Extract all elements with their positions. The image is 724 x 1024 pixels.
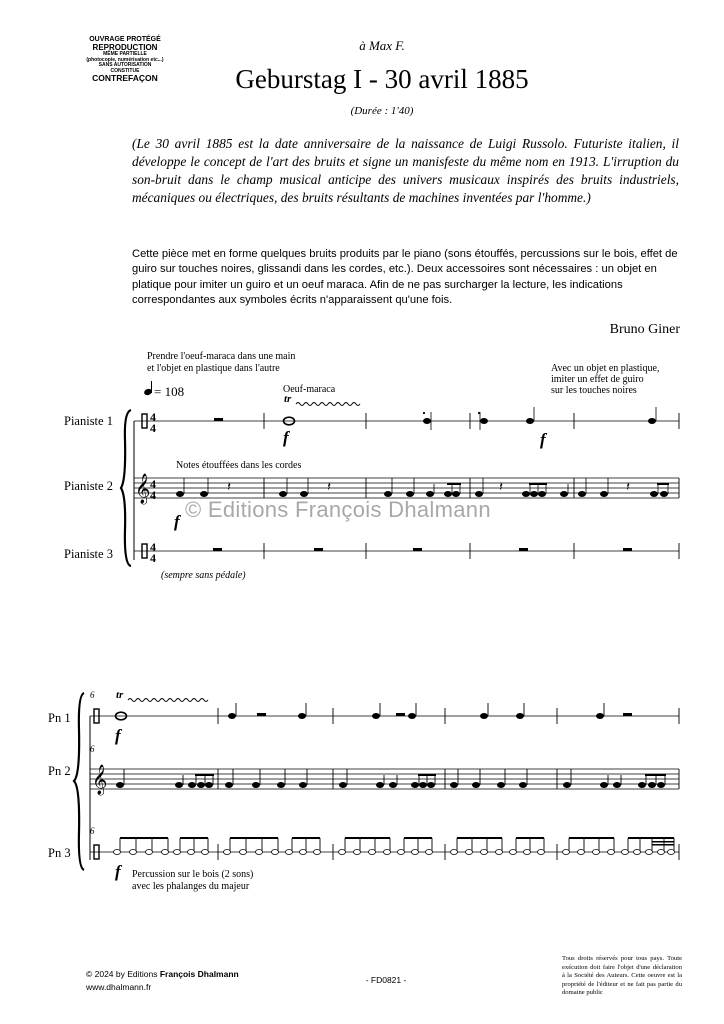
svg-text:4: 4 [150,551,156,565]
trill-mark: tr [284,393,292,405]
svg-text:4: 4 [150,421,156,435]
dynamic-forte: f [283,428,289,447]
wood-percussion-instruction-2: avec les phalanges du majeur [132,881,250,892]
notice-line: OUVRAGE PROTÉGÉ [89,36,161,43]
measure-number: 6 [90,744,95,754]
svg-text:𝄽: 𝄽 [327,480,331,495]
notice-line: MÊME PARTIELLE [103,51,147,58]
staff-label-pn-1: Pn 1 [48,711,71,725]
svg-text:𝄞: 𝄞 [135,474,151,504]
preface-text: (Le 30 avril 1885 est la date anniversaire de la naissance de Luigi Russolo. Futuriste italien, il développe le concept de l'art des bruits et signe un manisfeste du même nom en 1913. L'irruption du son-bruit dans le champ musical anticipe des univers musicaux inspirés des bruits industriels, mécaniques ou électriques, des bruits résultants de machines inventées par l'homme.) [132,136,679,205]
pedal-instruction: (sempre sans pédale) [161,570,246,581]
measure-number: 6 [90,826,95,836]
publisher-website[interactable]: www.dhalmann.fr [86,982,152,992]
description-text: Cette pièce met en forme quelques bruits produits par le piano (sons étouffés, percussions sur le bois, effet de guiro sur touches noires, glissandi dans les cordes, etc.). Deux accessoires sont nécessaires : un objet en platique pour imiter un guiro et un oeuf maraca. Afin de ne pas surcharger la lecture, les indications correspondantes aux symboles écrits n'apparaissent qu'une fois. [132,248,678,306]
dedication: à Max F. [359,38,405,53]
dynamic-forte: f [540,430,546,449]
publisher-name: François Dhalmann [159,969,239,979]
maraca-label: Oeuf-maraca [283,384,336,395]
instruction-bottom: et l'objet en plastique dans l'autre [147,363,280,374]
muted-strings-label: Notes étouffées dans les cordes [176,460,302,471]
guiro-instruction-3: sur les touches noires [551,385,637,396]
notice-line: SANS AUTORISATION [98,62,152,69]
svg-text:4: 4 [150,477,156,491]
dynamic-forte: f [115,726,121,745]
dynamic-forte: f [115,862,121,881]
instruction-top: Prendre l'oeuf-maraca dans une main [147,351,296,362]
notice-line: (photocopie, numérisation etc...) [86,56,164,63]
svg-text:4: 4 [150,488,156,502]
svg-text:𝄽: 𝄽 [227,480,231,495]
staff-label-pianiste-1: Pianiste 1 [64,414,113,428]
tempo-value: = 108 [154,384,185,399]
svg-text:𝄽: 𝄽 [626,480,630,495]
measure-number: 6 [90,690,95,700]
staff-label-pn-2: Pn 2 [48,764,71,778]
notice-line: REPRODUCTION [92,42,158,52]
staff-label-pn-3: Pn 3 [48,846,71,860]
guiro-instruction-2: imiter un effet de guiro [551,374,644,385]
svg-text:𝄞: 𝄞 [92,765,108,795]
notice-line: CONTREFAÇON [92,73,158,84]
page-title: Geburstag I - 30 avril 1885 [235,64,529,94]
svg-text:4: 4 [150,410,156,424]
duration: (Durée : 1'40) [350,105,414,117]
watermark: © Editions François Dhalmann [185,497,491,522]
composer: Bruno Giner [609,322,680,337]
wood-percussion-instruction-1: Percussion sur le bois (2 sons) [132,869,254,880]
dynamic-forte: f [174,512,180,531]
rights-notice: Tous droits réservés pour tous pays. Toute exécution doit faire l'objet d'une déclaration à la Société des Auteurs. Cette oeuvre est la propriété de l'éditeur et ne fait pas partie du domaine public [562,955,682,996]
trill-mark: tr [116,689,124,701]
svg-text:𝄽: 𝄽 [499,480,503,495]
staff-label-pianiste-3: Pianiste 3 [64,547,113,561]
staff-label-pianiste-2: Pianiste 2 [64,479,113,493]
catalog-number: - FD0821 - [365,975,407,985]
guiro-instruction-1: Avec un objet en plastique, [551,363,660,374]
copyright-prefix: © 2024 by Editions [86,969,160,979]
svg-text:4: 4 [150,540,156,554]
notice-line: CONSTITUE [110,67,140,74]
